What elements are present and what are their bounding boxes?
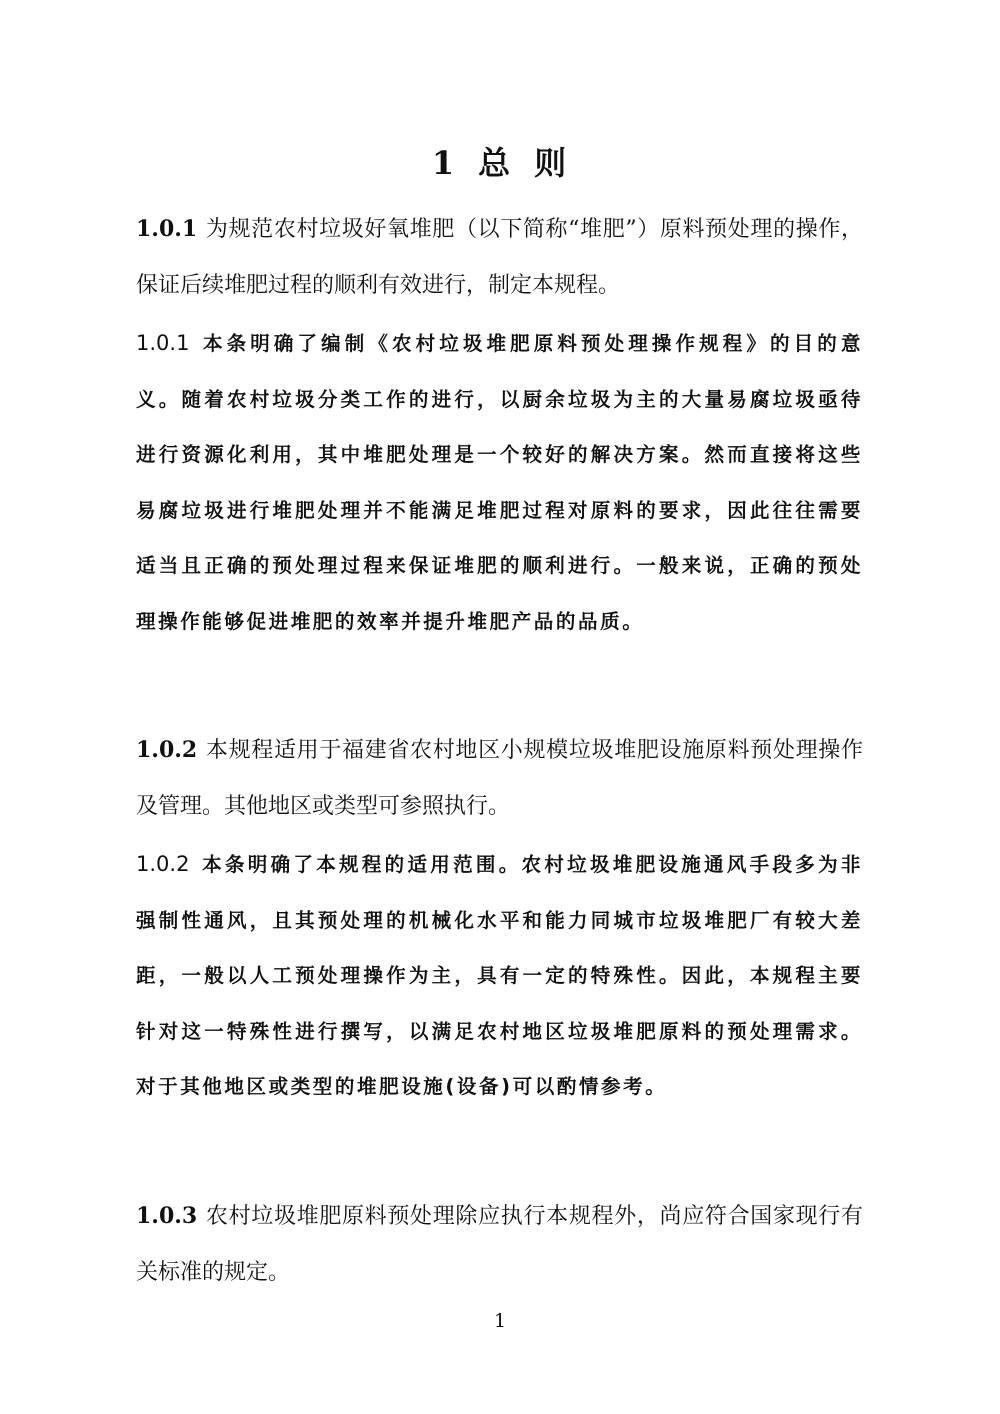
- explanation-number: 1.0.1: [136, 331, 190, 355]
- chapter-title-char-2: 则: [534, 144, 569, 182]
- article-number: 1.0.2: [136, 737, 198, 763]
- article-text: 本规程适用于福建省农村地区小规模垃圾堆肥设施原料预处理操作及管理。其他地区或类型可参照执行。: [136, 738, 863, 819]
- chapter-title: [0, 138, 1000, 184]
- explanation-text: 本条明确了编制《农村垃圾堆肥原料预处理操作规程》的目的意义。随着农村垃圾分类工作的进行，以厨余垃圾为主的大量易腐垃圾亟待进行资源化利用，其中堆肥处理是一个较好的解决方案。然而直接将这些易腐垃圾进行堆肥处理并不能满足堆肥过程对原料的要求，因此往往需要适当且正确的预处理过程来保证堆肥的顺利进行。一般来说，正确的预处理操作能够促进堆肥的效率并提升堆肥产品的品质。: [136, 332, 863, 633]
- article-1-0-3: [136, 1188, 863, 1301]
- article-number: 1.0.1: [136, 216, 198, 242]
- article-1-0-1: [136, 201, 863, 314]
- article-text: 农村垃圾堆肥原料预处理除应执行本规程外，尚应符合国家现行有关标准的规定。: [136, 1204, 863, 1285]
- explanation-1-0-2: [136, 837, 863, 1115]
- page-number: 1: [493, 1310, 507, 1332]
- chapter-number: 1: [431, 144, 457, 182]
- explanation-text: 本条明确了本规程的适用范围。农村垃圾堆肥设施通风手段多为非强制性通风，且其预处理的机械化水平和能力同城市垃圾堆肥厂有较大差距，一般以人工预处理操作为主，具有一定的特殊性。因此，本规程主要针对这一特殊性进行撰写，以满足农村地区垃圾堆肥原料的预处理需求。对于其他地区或类型的堆肥设施(设备)可以酌情参考。: [136, 853, 863, 1098]
- article-number: 1.0.3: [136, 1203, 198, 1229]
- article-text: 为规范农村垃圾好氧堆肥（以下简称“堆肥”）原料预处理的操作，保证后续堆肥过程的顺利有效进行，制定本规程。: [136, 217, 863, 298]
- explanation-number: 1.0.2: [136, 852, 190, 876]
- article-1-0-2: [136, 722, 863, 835]
- explanation-1-0-1: [136, 316, 863, 649]
- chapter-title-char-1: 总: [478, 144, 513, 182]
